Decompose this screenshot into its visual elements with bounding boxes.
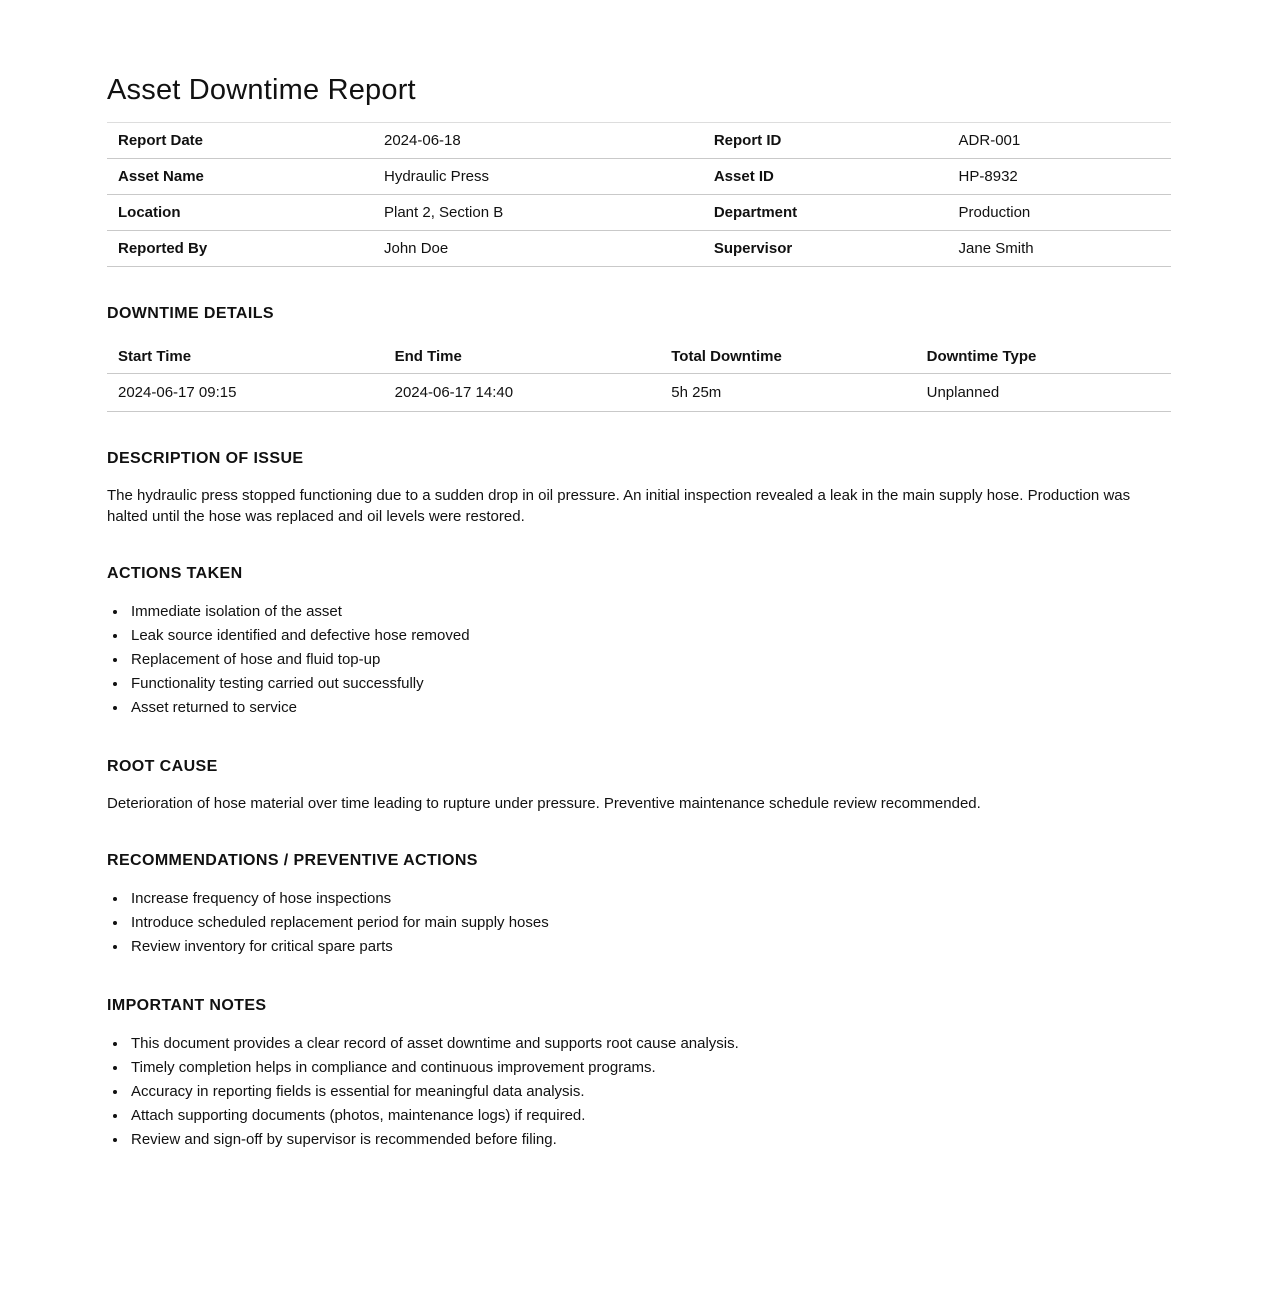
info-value-department: Production — [948, 195, 1171, 231]
section-heading-root-cause: ROOT CAUSE — [107, 758, 218, 775]
page-title: Asset Downtime Report — [107, 74, 416, 106]
info-label-location: Location — [107, 195, 373, 231]
table-header-row — [107, 340, 1171, 374]
list-item: • Introduce scheduled replacement period for main supply hoses — [128, 911, 1171, 935]
list-item: • Increase frequency of hose inspections — [128, 887, 1171, 911]
info-value-report-date: 2024-06-18 — [373, 123, 703, 159]
actions-taken-list — [107, 600, 1171, 720]
list-item: • Review inventory for critical spare parts — [128, 935, 1171, 959]
list-item: • Review and sign-off by supervisor is recommended before filing. — [128, 1128, 1171, 1152]
info-value-report-id: ADR-001 — [948, 123, 1171, 159]
list-item: • Accuracy in reporting fields is essential for meaningful data analysis. — [128, 1080, 1171, 1104]
list-item: • Leak source identified and defective hose removed — [128, 624, 1171, 648]
section-heading-recommendations: RECOMMENDATIONS / PREVENTIVE ACTIONS — [107, 852, 478, 869]
root-cause-text: Deterioration of hose material over time leading to rupture under pressure. Preventive maintenance schedule review recommended. — [107, 795, 981, 812]
list-item: • Timely completion helps in compliance and continuous improvement programs. — [128, 1056, 1171, 1080]
info-value-reported-by: John Doe — [373, 231, 703, 267]
column-header-downtime-type: Downtime Type — [916, 340, 1171, 374]
info-label-supervisor: Supervisor — [703, 231, 948, 267]
list-item: • Immediate isolation of the asset — [128, 600, 1171, 624]
info-label-asset-name: Asset Name — [107, 159, 373, 195]
info-label-report-id: Report ID — [703, 123, 948, 159]
info-label-reported-by: Reported By — [107, 231, 373, 267]
table-row — [107, 374, 1171, 412]
info-value-supervisor: Jane Smith — [948, 231, 1171, 267]
table-row — [107, 123, 1171, 159]
table-row — [107, 159, 1171, 195]
list-item: • Attach supporting documents (photos, maintenance logs) if required. — [128, 1104, 1171, 1128]
list-item: • Replacement of hose and fluid top-up — [128, 648, 1171, 672]
info-label-report-date: Report Date — [107, 123, 373, 159]
downtime-details-table — [107, 340, 1171, 412]
info-value-asset-name: Hydraulic Press — [373, 159, 703, 195]
cell-end-time: 2024-06-17 14:40 — [384, 374, 661, 412]
report-info-table — [107, 122, 1171, 267]
list-item: • This document provides a clear record of asset downtime and supports root cause analysis. — [128, 1032, 1171, 1056]
section-heading-description-of-issue: DESCRIPTION OF ISSUE — [107, 450, 304, 467]
list-item: • Asset returned to service — [128, 696, 1171, 720]
table-row — [107, 195, 1171, 231]
info-value-asset-id: HP-8932 — [948, 159, 1171, 195]
table-row — [107, 231, 1171, 267]
recommendations-list — [107, 887, 1171, 959]
section-heading-actions-taken: ACTIONS TAKEN — [107, 565, 243, 582]
info-label-asset-id: Asset ID — [703, 159, 948, 195]
section-heading-downtime-details: DOWNTIME DETAILS — [107, 305, 274, 322]
column-header-start-time: Start Time — [107, 340, 384, 374]
cell-downtime-type: Unplanned — [916, 374, 1171, 412]
section-heading-important-notes: IMPORTANT NOTES — [107, 997, 267, 1014]
cell-total-downtime: 5h 25m — [660, 374, 915, 412]
column-header-total-downtime: Total Downtime — [660, 340, 915, 374]
info-label-department: Department — [703, 195, 948, 231]
description-of-issue-text: The hydraulic press stopped functioning due to a sudden drop in oil pressure. An initial inspection revealed a leak in the main supply hose. Production was halted until the hose was replaced and oil levels were restored. — [107, 487, 1131, 525]
cell-start-time: 2024-06-17 09:15 — [107, 374, 384, 412]
info-value-location: Plant 2, Section B — [373, 195, 703, 231]
report-page — [107, 0, 1171, 1300]
important-notes-list — [107, 1032, 1171, 1152]
column-header-end-time: End Time — [384, 340, 661, 374]
list-item: • Functionality testing carried out successfully — [128, 672, 1171, 696]
